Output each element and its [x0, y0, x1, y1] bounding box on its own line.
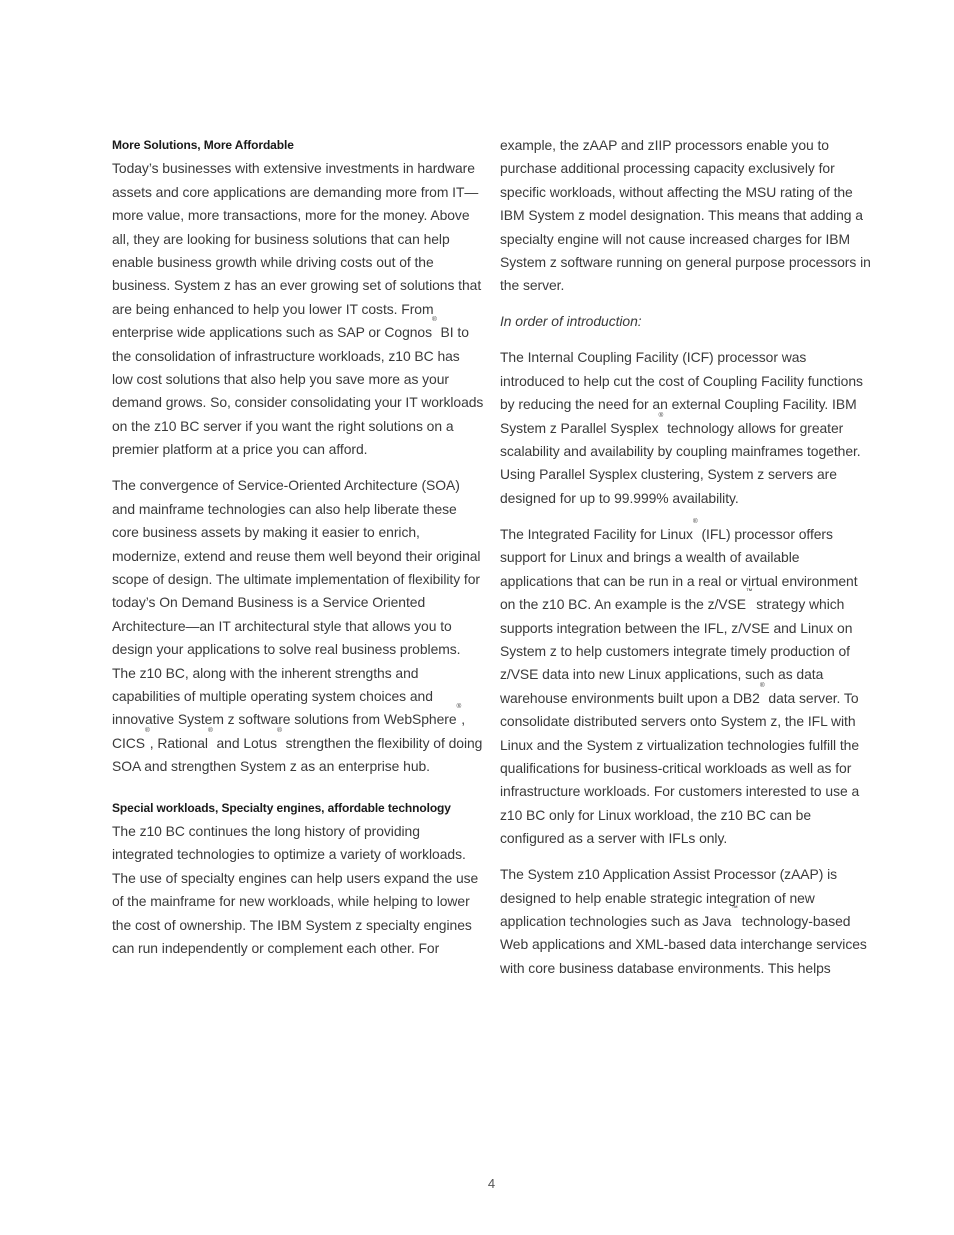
section-heading-special-workloads: Special workloads, Specialty engines, affordable technology: [112, 800, 451, 815]
page-number: 4: [487, 1176, 496, 1191]
left-column: [112, 134, 484, 973]
intro-order-label: In order of introduction:: [500, 313, 642, 330]
paragraph-soa-convergence: The convergence of Service-Oriented Architecture (SOA) and mainframe technologies can also help liberate these core business assets by making it easier to enrich, modernize, extend and reuse them well beyond their original scope of design. The ultimate implementation of flexibility for today’s On Demand Business is a Service Oriented Architecture—an IT architectural style that allows you to design your applications to solve real business problems. The z10 BC, along with the inherent strengths and capabilities of multiple operating system choices and innovative System z software solutions from WebSphere®, CICS®, Rational® and Lotus® strengthen the flexibility of doing SOA and strengthen System z as an enterprise hub.: [112, 477, 483, 775]
paragraph-zaap: The System z10 Application Assist Processor (zAAP) is designed to help enable strategic integration of new application technologies such as Java™ technology-based Web applications and XML-based data interchange services with core business database environments. This helps: [500, 866, 867, 976]
right-column: [500, 134, 872, 993]
paragraph-icf: The Internal Coupling Facility (ICF) processor was introduced to help cut the cost of Coupling Facility functions by reducing the need for an external Coupling Facility. IBM System z Parallel Sysplex® technology allows for greater scalability and availability by coupling mainframes together. Using Parallel Sysplex clustering, System z servers are designed for up to 99.999% availability.: [500, 349, 863, 506]
paragraph-ifl: The Integrated Facility for Linux® (IFL) processor offers support for Linux and brings a wealth of available applications that can be run in a real or virtual environment on the z10 BC. An example is the z/VSE™ strategy which supports integration between the IFL, z/VSE and Linux on System z to help customers integrate timely production of z/VSE data into new Linux applications, such as data warehouse environments built upon a DB2® data server. To consolidate distributed servers onto System z, the IFL with Linux and the System z virtualization technologies fulfill the qualifications for business-critical workloads as well as for infrastructure workloads. For customers interested to use a z10 BC only for Linux workload, the z10 BC can be configured as a server with IFLs only.: [500, 517, 860, 847]
paragraph-business-investments: Today’s businesses with extensive investments in hardware assets and core applications are demanding more from IT—more value, more transactions, more for the money. Above all, they are looking for business solutions that can help enable business growth while driving costs out of the business. System z has an ever growing set of solutions that are being enhanced to help you lower IT costs. From enterprise wide applications such as SAP or Cognos® BI to the consolidation of infrastructure workloads, z10 BC has low cost solutions that also help you save more as your demand grows. So, consider consolidating your IT workloads on the z10 BC server if you want the right solutions on a premier platform at a price you can afford.: [112, 160, 484, 458]
paragraph-integrated-technologies: The z10 BC continues the long history of providing integrated technologies to optimize a variety of workloads. The use of specialty engines can help users expand the use of the mainframe for new workloads, while helping to lower the cost of ownership. The IBM System z specialty engines can run independently or complement each other. For: [112, 822, 479, 956]
paragraph-zaap-ziip-example: example, the zAAP and zIIP processors enable you to purchase additional processing capacity exclusively for specific workloads, without affecting the MSU rating of the IBM System z model designation. This means that adding a specialty engine will not cause increased charges for IBM System z software running on general purpose processors in the server.: [500, 137, 871, 294]
section-heading-more-solutions: More Solutions, More Affordable: [112, 138, 294, 152]
